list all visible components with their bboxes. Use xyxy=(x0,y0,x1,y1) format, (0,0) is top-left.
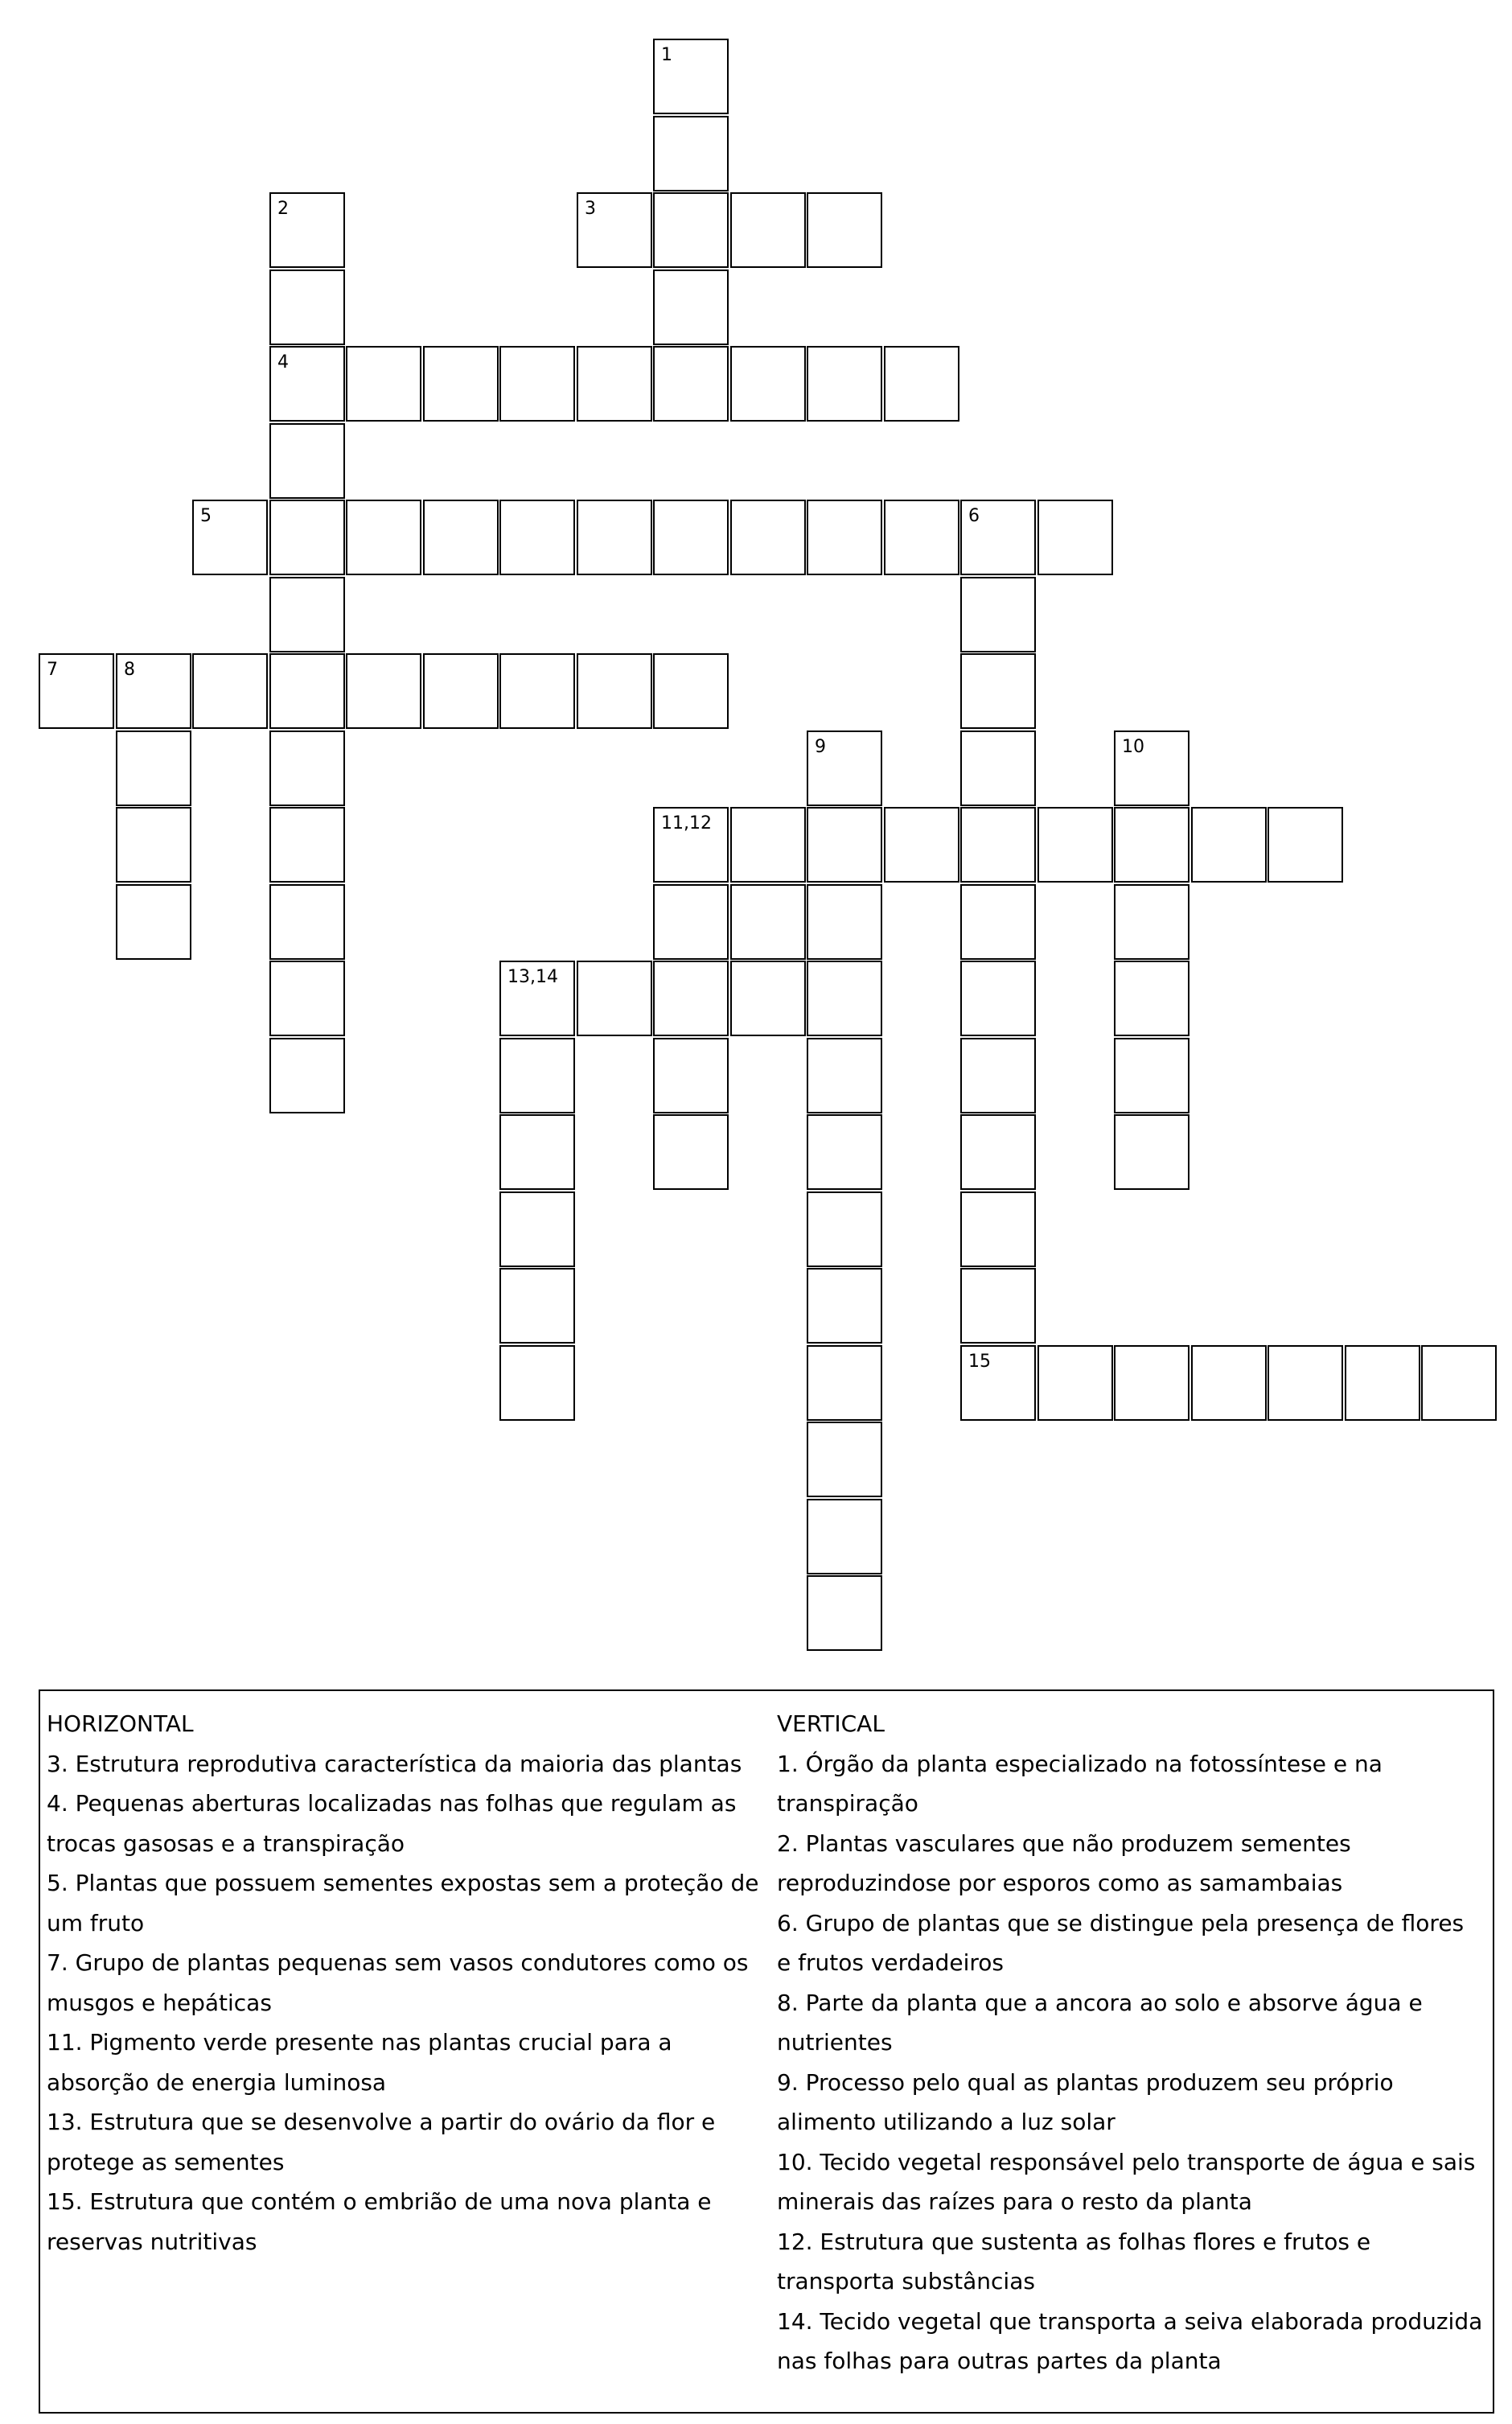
grid-cell[interactable] xyxy=(653,807,729,883)
grid-cell[interactable] xyxy=(423,346,499,422)
clue-vertical-2: 2. Plantas vasculares que não produzem sementes reproduzindose por esporos como as samambaias xyxy=(777,1829,1351,1896)
clue-number: 10 xyxy=(1122,737,1144,757)
grid-cell[interactable] xyxy=(1191,1345,1267,1421)
grid-cell[interactable] xyxy=(653,39,729,114)
grid-cell[interactable] xyxy=(807,1575,882,1651)
grid-cell[interactable] xyxy=(1037,500,1113,575)
grid-cell[interactable] xyxy=(884,500,959,575)
grid-cell[interactable] xyxy=(269,192,345,268)
clue-vertical-12: 12. Estrutura que sustenta as folhas flores e frutos e transporta substâncias xyxy=(777,2228,1371,2294)
grid-cell[interactable] xyxy=(960,961,1036,1036)
grid-cell[interactable] xyxy=(807,884,882,960)
grid-cell[interactable] xyxy=(577,346,652,422)
clue-vertical-8: 8. Parte da planta que a ancora ao solo e absorve água e nutrientes xyxy=(777,1989,1423,2056)
grid-cell[interactable] xyxy=(116,807,191,883)
grid-cell[interactable] xyxy=(653,653,729,729)
grid-cell[interactable] xyxy=(960,1191,1036,1267)
grid-cell[interactable] xyxy=(960,1268,1036,1344)
grid-cell[interactable] xyxy=(269,1038,345,1113)
clue-vertical-9: 9. Processo pelo qual as plantas produzem seu próprio alimento utilizando a luz solar xyxy=(777,2068,1394,2135)
clue-number: 5 xyxy=(200,506,212,526)
grid-cell[interactable] xyxy=(884,346,959,422)
grid-cell[interactable] xyxy=(39,653,114,729)
grid-cell[interactable] xyxy=(960,653,1036,729)
grid-cell[interactable] xyxy=(807,1114,882,1190)
grid-cell[interactable] xyxy=(960,500,1036,575)
grid-cell[interactable] xyxy=(653,116,729,191)
grid-cell[interactable] xyxy=(960,807,1036,883)
grid-cell[interactable] xyxy=(653,961,729,1036)
grid-cell[interactable] xyxy=(807,500,882,575)
clue-horizontal-11: 11. Pigmento verde presente nas plantas crucial para a absorção de energia luminosa xyxy=(47,2029,672,2096)
grid-cell[interactable] xyxy=(807,1038,882,1113)
grid-cell[interactable] xyxy=(192,500,268,575)
clue-number: 7 xyxy=(47,660,58,680)
grid-cell[interactable] xyxy=(423,500,499,575)
grid-cell[interactable] xyxy=(653,1114,729,1190)
grid-cell[interactable] xyxy=(269,961,345,1036)
vertical-clues xyxy=(777,1704,1485,2381)
grid-cell[interactable] xyxy=(577,653,652,729)
grid-cell[interactable] xyxy=(884,807,959,883)
grid-cell[interactable] xyxy=(423,653,499,729)
grid-cell[interactable] xyxy=(499,500,575,575)
grid-cell[interactable] xyxy=(1114,1345,1189,1421)
grid-cell[interactable] xyxy=(960,1114,1036,1190)
grid-cell[interactable] xyxy=(269,884,345,960)
clue-vertical-1: 1. Órgão da planta especializado na fotossíntese e na transpiração xyxy=(777,1750,1383,1817)
grid-cell[interactable] xyxy=(960,1345,1036,1421)
grid-cell[interactable] xyxy=(807,807,882,883)
grid-cell[interactable] xyxy=(807,1345,882,1421)
grid-cell[interactable] xyxy=(577,192,652,268)
grid-cell[interactable] xyxy=(807,192,882,268)
grid-cell[interactable] xyxy=(269,423,345,499)
grid-cell[interactable] xyxy=(807,1499,882,1574)
grid-cell[interactable] xyxy=(577,961,652,1036)
grid-cell[interactable] xyxy=(1037,807,1113,883)
clue-number: 9 xyxy=(815,737,826,757)
clues-box xyxy=(39,1689,1494,2414)
grid-cell[interactable] xyxy=(960,730,1036,806)
clue-vertical-10: 10. Tecido vegetal responsável pelo transporte de água e sais minerais das raízes para o resto da planta xyxy=(777,2148,1476,2215)
grid-cell[interactable] xyxy=(499,653,575,729)
grid-cell[interactable] xyxy=(346,500,421,575)
grid-cell[interactable] xyxy=(653,346,729,422)
grid-cell[interactable] xyxy=(730,500,806,575)
clue-horizontal-15: 15. Estrutura que contém o embrião de uma nova planta e reservas nutritivas xyxy=(47,2188,712,2255)
grid-cell[interactable] xyxy=(269,500,345,575)
grid-cell[interactable] xyxy=(116,653,191,729)
grid-cell[interactable] xyxy=(960,577,1036,652)
grid-cell[interactable] xyxy=(807,1191,882,1267)
grid-cell[interactable] xyxy=(730,961,806,1036)
grid-cell[interactable] xyxy=(730,192,806,268)
grid-cell[interactable] xyxy=(653,500,729,575)
grid-cell[interactable] xyxy=(116,730,191,806)
grid-cell[interactable] xyxy=(653,270,729,345)
grid-cell[interactable] xyxy=(499,961,575,1036)
grid-cell[interactable] xyxy=(346,346,421,422)
clue-number: 15 xyxy=(968,1352,991,1372)
clue-horizontal-13: 13. Estrutura que se desenvolve a partir do ovário da flor e protege as sementes xyxy=(47,2109,716,2175)
grid-cell[interactable] xyxy=(807,346,882,422)
grid-cell[interactable] xyxy=(1191,807,1267,883)
grid-cell[interactable] xyxy=(499,346,575,422)
clue-vertical-6: 6. Grupo de plantas que se distingue pela presença de flores e frutos verdadeiros xyxy=(777,1909,1465,1976)
grid-cell[interactable] xyxy=(807,1268,882,1344)
grid-cell[interactable] xyxy=(1268,1345,1343,1421)
grid-cell[interactable] xyxy=(1114,884,1189,960)
grid-cell[interactable] xyxy=(730,807,806,883)
clue-horizontal-7: 7. Grupo de plantas pequenas sem vasos condutores como os musgos e hepáticas xyxy=(47,1949,749,2016)
grid-cell[interactable] xyxy=(269,577,345,652)
clue-number: 8 xyxy=(124,660,135,680)
grid-cell[interactable] xyxy=(269,730,345,806)
clue-horizontal-4: 4. Pequenas aberturas localizadas nas folhas que regulam as trocas gasosas e a transpiração xyxy=(47,1790,737,1857)
grid-cell[interactable] xyxy=(1114,807,1189,883)
clue-number: 3 xyxy=(585,199,596,219)
clue-number: 2 xyxy=(277,199,289,219)
horizontal-heading: HORIZONTAL xyxy=(47,1710,194,1737)
grid-cell[interactable] xyxy=(116,884,191,960)
grid-cell[interactable] xyxy=(1268,807,1343,883)
grid-cell[interactable] xyxy=(269,807,345,883)
clue-number: 13,14 xyxy=(507,967,558,987)
clue-number: 6 xyxy=(968,506,980,526)
grid-cell[interactable] xyxy=(807,1422,882,1497)
clue-vertical-14: 14. Tecido vegetal que transporta a seiva elaborada produzida nas folhas para outras partes da planta xyxy=(777,2307,1483,2374)
vertical-heading: VERTICAL xyxy=(777,1710,885,1737)
grid-cell[interactable] xyxy=(499,1114,575,1190)
grid-cell[interactable] xyxy=(730,346,806,422)
grid-cell[interactable] xyxy=(1345,1345,1420,1421)
grid-cell[interactable] xyxy=(269,653,345,729)
grid-cell[interactable] xyxy=(960,1038,1036,1113)
grid-cell[interactable] xyxy=(499,1038,575,1113)
horizontal-clues xyxy=(47,1704,770,2261)
grid-cell[interactable] xyxy=(499,1345,575,1421)
clue-number: 11,12 xyxy=(661,813,712,833)
grid-cell[interactable] xyxy=(960,884,1036,960)
clue-horizontal-3: 3. Estrutura reprodutiva característica da maioria das plantas xyxy=(47,1750,742,1777)
grid-cell[interactable] xyxy=(1114,730,1189,806)
grid-cell[interactable] xyxy=(577,500,652,575)
grid-cell[interactable] xyxy=(807,961,882,1036)
grid-cell[interactable] xyxy=(653,884,729,960)
grid-cell[interactable] xyxy=(346,653,421,729)
grid-cell[interactable] xyxy=(1114,1038,1189,1113)
grid-cell[interactable] xyxy=(653,192,729,268)
grid-cell[interactable] xyxy=(1114,1114,1189,1190)
grid-cell[interactable] xyxy=(499,1191,575,1267)
grid-cell[interactable] xyxy=(1421,1345,1497,1421)
clue-number: 1 xyxy=(661,45,672,65)
grid-cell[interactable] xyxy=(1037,1345,1113,1421)
grid-cell[interactable] xyxy=(730,884,806,960)
grid-cell[interactable] xyxy=(192,653,268,729)
grid-cell[interactable] xyxy=(269,270,345,345)
grid-cell[interactable] xyxy=(1114,961,1189,1036)
grid-cell[interactable] xyxy=(499,1268,575,1344)
grid-cell[interactable] xyxy=(653,1038,729,1113)
grid-cell[interactable] xyxy=(269,346,345,422)
clue-number: 4 xyxy=(277,352,289,372)
grid-cell[interactable] xyxy=(807,730,882,806)
clue-horizontal-5: 5. Plantas que possuem sementes expostas sem a proteção de um fruto xyxy=(47,1870,759,1936)
